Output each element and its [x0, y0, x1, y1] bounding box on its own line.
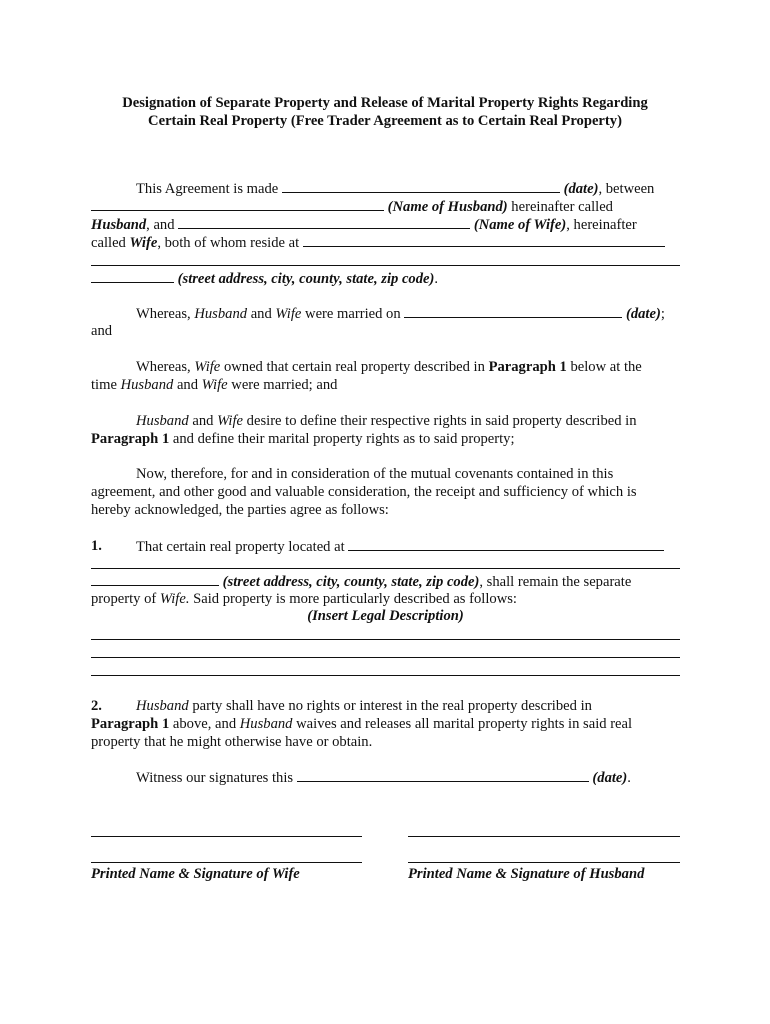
para1-line-2: (street address, city, county, state, zip code), shall remain the separate: [91, 572, 631, 591]
legal-description-heading: (Insert Legal Description): [307, 608, 464, 624]
para1-line-1: 1.: [91, 538, 102, 554]
intro-line-1: This Agreement is made (date), between: [136, 181, 655, 197]
residence-address-field[interactable]: [303, 233, 665, 247]
para2-line-3: property that he might otherwise have or obtain.: [91, 734, 373, 750]
property-location-field-3[interactable]: [91, 572, 219, 586]
legal-description-line-2[interactable]: [91, 657, 680, 658]
now-line-1: Now, therefore, for and in consideration of the mutual covenants contained in this: [136, 466, 614, 482]
agreement-date-field[interactable]: [282, 179, 560, 193]
property-location-field[interactable]: [348, 537, 664, 551]
husband-signature-label: Printed Name & Signature of Husband: [408, 866, 645, 882]
whereas-married-and: and: [91, 323, 113, 339]
intro-line-5: (street address, city, county, state, zip code).: [91, 269, 438, 288]
intro-line-2: (Name of Husband) hereinafter called: [91, 197, 613, 216]
whereas-owned-line-1: Whereas, Wife owned that certain real property described in Paragraph 1 below at the: [136, 359, 642, 375]
para2-line-2: Paragraph 1 above, and Husband waives and releases all marital property rights in said real: [91, 716, 633, 732]
now-line-2: agreement, and other good and valuable consideration, the receipt and sufficiency of which is: [91, 484, 637, 500]
husband-name-field[interactable]: [91, 197, 384, 211]
intro-line-4: called Wife, both of whom reside at: [91, 233, 665, 252]
para1-line-3: property of Wife. Said property is more particularly described as follows:: [91, 591, 517, 607]
wife-name-field[interactable]: [178, 215, 470, 229]
property-location-field-2[interactable]: [91, 568, 680, 569]
title-line-2: Certain Real Property (Free Trader Agreement as to Certain Real Property): [148, 113, 622, 129]
para2-line-1: Husband party shall have no rights or interest in the real property described in: [136, 698, 592, 714]
wife-signature-line-2[interactable]: [91, 862, 362, 863]
intro-line-3: Husband, and (Name of Wife), hereinafter: [91, 217, 637, 233]
wife-signature-line-1[interactable]: [91, 836, 362, 837]
para2-num: 2.: [91, 698, 102, 714]
witness-date-field[interactable]: [297, 768, 589, 782]
witness-line: Witness our signatures this (date).: [136, 770, 631, 786]
now-line-3: hereby acknowledged, the parties agree as follows:: [91, 502, 389, 518]
legal-description-line-1[interactable]: [91, 639, 680, 640]
legal-description-line-3[interactable]: [91, 675, 680, 676]
title-line-1: Designation of Separate Property and Release of Marital Property Rights Regarding: [122, 95, 648, 111]
desire-line-1: Husband and Wife desire to define their respective rights in said property described in: [136, 413, 637, 429]
whereas-married-line: Whereas, Husband and Wife were married on (date);: [136, 306, 665, 322]
residence-address-field-2[interactable]: [91, 265, 680, 266]
residence-address-field-3[interactable]: [91, 269, 174, 283]
wife-signature-label: Printed Name & Signature of Wife: [91, 866, 300, 882]
desire-line-2: Paragraph 1 and define their marital property rights as to said property;: [91, 431, 515, 447]
husband-signature-line-2[interactable]: [408, 862, 680, 863]
document-title: [60, 94, 710, 130]
para1-line-1-text: That certain real property located at: [136, 537, 664, 556]
marriage-date-field[interactable]: [404, 304, 622, 318]
husband-signature-line-1[interactable]: [408, 836, 680, 837]
whereas-owned-line-2: time Husband and Wife were married; and: [91, 377, 338, 393]
